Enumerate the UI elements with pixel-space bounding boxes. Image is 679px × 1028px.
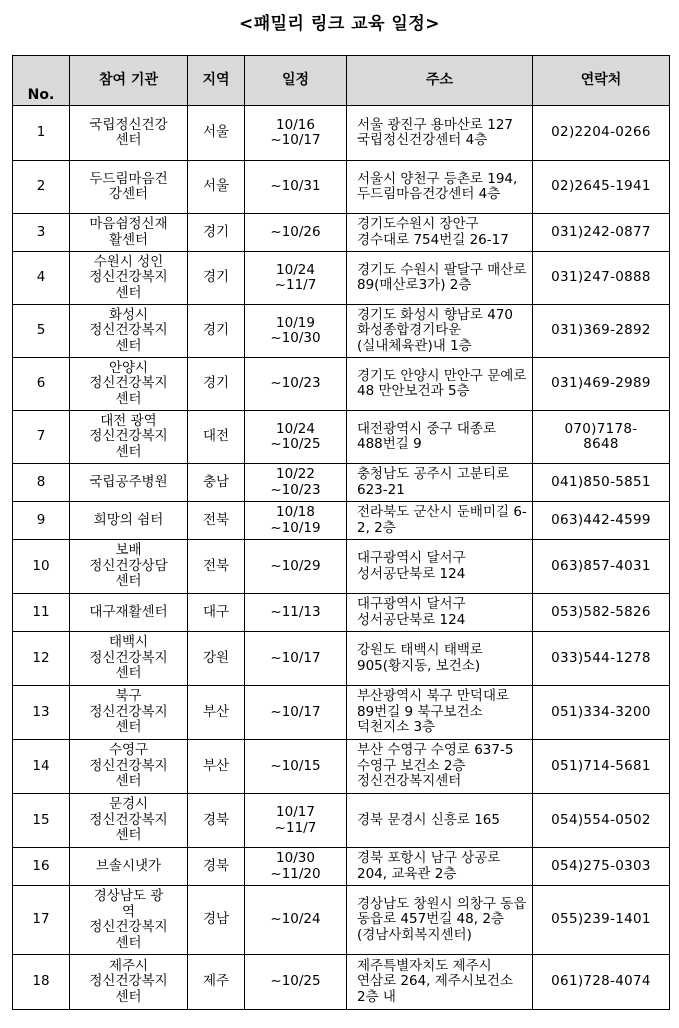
cell-schedule: 10/19 ~10/30 [245,305,347,358]
cell-region: 대구 [188,594,245,632]
cell-org: 제주시 정신건강복지 센터 [70,955,188,1010]
cell-org: 대전 광역 정신건강복지 센터 [70,411,188,464]
cell-contact: 031)247-0888 [533,252,670,305]
cell-org: 태백시 정신건강복지 센터 [70,632,188,686]
table-row [13,502,670,540]
cell-address: 제주특별자치도 제주시 연삼로 264, 제주시보건소 2층 내 [347,955,533,1010]
cell-address: 경기도 수원시 팔달구 매산로 89(매산로3가) 2층 [347,252,533,305]
cell-contact: 063)442-4599 [533,502,670,540]
table-row [13,161,670,214]
table-row [13,252,670,305]
cell-contact: 02)2645-1941 [533,161,670,214]
cell-contact: 02)2204-0266 [533,106,670,161]
cell-no: 6 [13,358,70,411]
page-title: <패밀리 링크 교육 일정> [238,14,441,34]
cell-region: 경기 [188,252,245,305]
cell-schedule: ~10/24 [245,886,347,955]
table-row [13,955,670,1010]
cell-no: 2 [13,161,70,214]
cell-address: 경기도 안양시 만안구 문예로 48 만안보건과 5층 [347,358,533,411]
cell-no: 13 [13,686,70,740]
table-row [13,358,670,411]
cell-schedule: 10/24 ~11/7 [245,252,347,305]
cell-region: 서울 [188,161,245,214]
cell-no: 17 [13,886,70,955]
cell-no: 4 [13,252,70,305]
cell-address: 경기도수원시 장안구 경수대로 754번길 26-17 [347,214,533,252]
cell-region: 제주 [188,955,245,1010]
cell-region: 경북 [188,848,245,886]
cell-no: 18 [13,955,70,1010]
cell-contact: 033)544-1278 [533,632,670,686]
cell-no: 16 [13,848,70,886]
cell-no: 9 [13,502,70,540]
cell-contact: 031)242-0877 [533,214,670,252]
cell-contact: 051)714-5681 [533,740,670,794]
cell-schedule: ~10/26 [245,214,347,252]
cell-schedule: ~10/15 [245,740,347,794]
cell-address: 서울시 양천구 등촌로 194, 두드림마음건강센터 4층 [347,161,533,214]
cell-no: 11 [13,594,70,632]
cell-no: 14 [13,740,70,794]
cell-contact: 054)275-0303 [533,848,670,886]
table-row [13,740,670,794]
cell-org: 북구 정신건강복지 센터 [70,686,188,740]
cell-schedule: 10/22 ~10/23 [245,464,347,502]
cell-schedule: ~11/13 [245,594,347,632]
cell-contact: 051)334-3200 [533,686,670,740]
cell-region: 충남 [188,464,245,502]
table-row [13,794,670,848]
cell-address: 경북 포항시 남구 상공로 204, 교육관 2층 [347,848,533,886]
cell-address: 충청남도 공주시 고분티로 623-21 [347,464,533,502]
cell-no: 1 [13,106,70,161]
cell-org: 보배 정신건강상담 센터 [70,540,188,594]
schedule-table [12,55,670,1010]
table-row [13,214,670,252]
table-header-row [13,56,670,106]
header-contact: 연락처 [533,56,670,106]
cell-region: 대전 [188,411,245,464]
cell-org: 대구재활센터 [70,594,188,632]
cell-schedule: ~10/29 [245,540,347,594]
table-row [13,594,670,632]
cell-no: 15 [13,794,70,848]
cell-region: 부산 [188,686,245,740]
cell-address: 부산광역시 북구 만덕대로 89번길 9 북구보건소 덕천지소 3층 [347,686,533,740]
cell-contact: 063)857-4031 [533,540,670,594]
header-region: 지역 [188,56,245,106]
cell-org: 문경시 정신건강복지 센터 [70,794,188,848]
cell-address: 부산 수영구 수영로 637-5 수영구 보건소 2층 정신건강복지센터 [347,740,533,794]
cell-schedule: 10/17 ~11/7 [245,794,347,848]
cell-no: 8 [13,464,70,502]
cell-no: 3 [13,214,70,252]
cell-schedule: 10/18 ~10/19 [245,502,347,540]
cell-org: 수영구 정신건강복지 센터 [70,740,188,794]
cell-region: 전북 [188,540,245,594]
cell-contact: 053)582-5826 [533,594,670,632]
table-body [13,106,670,1010]
cell-address: 대구광역시 달서구 성서공단북로 124 [347,540,533,594]
cell-contact: 041)850-5851 [533,464,670,502]
cell-no: 12 [13,632,70,686]
cell-org: 경상남도 광 역 정신건강복지 센터 [70,886,188,955]
cell-schedule: ~10/25 [245,955,347,1010]
cell-org: 브솔시냇가 [70,848,188,886]
cell-org: 마음쉼정신재 활센터 [70,214,188,252]
table-row [13,305,670,358]
cell-schedule: 10/24 ~10/25 [245,411,347,464]
header-address: 주소 [347,56,533,106]
table-row [13,632,670,686]
cell-region: 전북 [188,502,245,540]
header-no: No. [13,56,70,106]
header-org: 참여 기관 [70,56,188,106]
cell-schedule: ~10/17 [245,632,347,686]
cell-org: 희망의 쉼터 [70,502,188,540]
cell-schedule: 10/16 ~10/17 [245,106,347,161]
cell-region: 서울 [188,106,245,161]
cell-org: 국립공주병원 [70,464,188,502]
cell-contact: 055)239-1401 [533,886,670,955]
table-row [13,886,670,955]
cell-region: 강원 [188,632,245,686]
table-row [13,464,670,502]
cell-contact: 031)469-2989 [533,358,670,411]
cell-address: 서울 광진구 용마산로 127 국립정신건강센터 4층 [347,106,533,161]
table-row [13,686,670,740]
cell-address: 경기도 화성시 향남로 470 화성종합경기타운(실내체육관)내 1층 [347,305,533,358]
cell-address: 경북 문경시 신흥로 165 [347,794,533,848]
cell-schedule: ~10/23 [245,358,347,411]
cell-region: 경남 [188,886,245,955]
cell-region: 부산 [188,740,245,794]
cell-schedule: ~10/31 [245,161,347,214]
table-row [13,106,670,161]
cell-org: 화성시 정신건강복지 센터 [70,305,188,358]
cell-address: 강원도 태백시 태백로 905(황지동, 보건소) [347,632,533,686]
cell-contact: 031)369-2892 [533,305,670,358]
cell-no: 5 [13,305,70,358]
cell-org: 수원시 성인 정신건강복지 센터 [70,252,188,305]
cell-region: 경북 [188,794,245,848]
cell-region: 경기 [188,305,245,358]
cell-address: 대전광역시 중구 대종로 488번길 9 [347,411,533,464]
table-row [13,540,670,594]
cell-schedule: ~10/17 [245,686,347,740]
cell-address: 대구광역시 달서구 성서공단북로 124 [347,594,533,632]
cell-region: 경기 [188,358,245,411]
table-row [13,848,670,886]
cell-region: 경기 [188,214,245,252]
cell-contact: 070)7178- 8648 [533,411,670,464]
cell-org: 두드림마음건 강센터 [70,161,188,214]
cell-address: 경상남도 창원시 의창구 동읍 동읍로 457번길 48, 2층(경남사회복지센터) [347,886,533,955]
header-schedule: 일정 [245,56,347,106]
cell-no: 10 [13,540,70,594]
cell-org: 국립정신건강 센터 [70,106,188,161]
cell-no: 7 [13,411,70,464]
cell-contact: 054)554-0502 [533,794,670,848]
cell-contact: 061)728-4074 [533,955,670,1010]
cell-address: 전라북도 군산시 둔배미길 6-2, 2층 [347,502,533,540]
cell-org: 안양시 정신건강복지 센터 [70,358,188,411]
table-row [13,411,670,464]
cell-schedule: 10/30 ~11/20 [245,848,347,886]
